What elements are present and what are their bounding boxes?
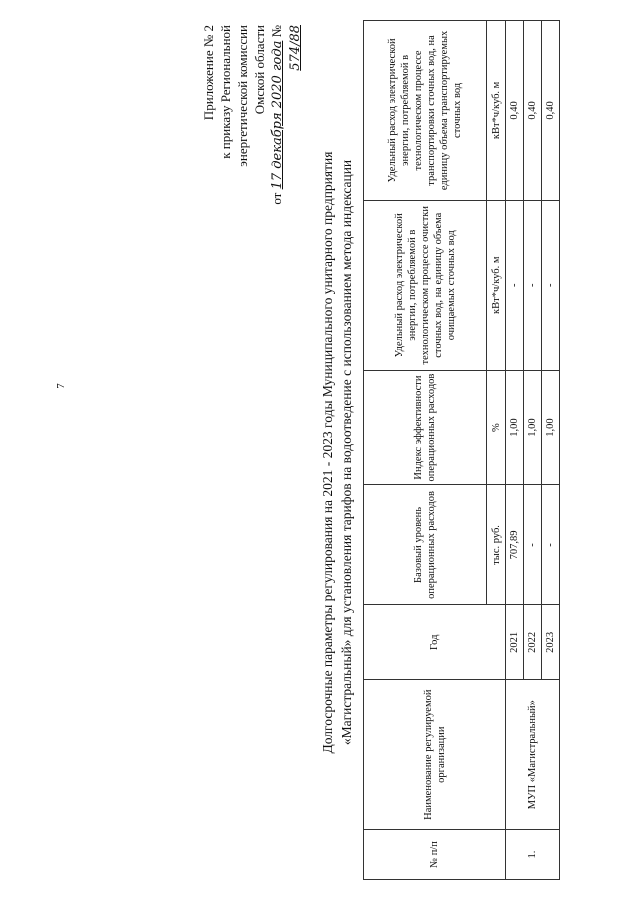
appendix-block bbox=[200, 25, 304, 245]
cell-elec-clean: - bbox=[524, 200, 542, 370]
handwritten-date: 17 декабря 2020 года bbox=[270, 40, 285, 190]
table-row bbox=[506, 21, 524, 880]
cell-year: 2023 bbox=[542, 605, 560, 680]
cell-year: 2022 bbox=[524, 605, 542, 680]
cell-base: - bbox=[542, 485, 560, 605]
handwritten-number: 574/88 bbox=[288, 25, 303, 71]
cell-index: 1,00 bbox=[506, 370, 524, 485]
header-num: № п/п bbox=[364, 830, 506, 880]
cell-elec-clean: - bbox=[506, 200, 524, 370]
title-line-1: Долгосрочные параметры регулирования на 2021 - 2023 годы Муниципального унитарного предприятия bbox=[320, 151, 335, 754]
header-elec-transport: Удельный расход электрической энергии, потребляемой в технологическом процессе транспортировки сточных вод, на единицу объема транспортируемых сточных вод bbox=[364, 21, 487, 201]
cell-index: 1,00 bbox=[542, 370, 560, 485]
cell-elec-transport: 0,40 bbox=[506, 21, 524, 201]
header-year: Год bbox=[364, 605, 506, 680]
page-number: 7 bbox=[54, 383, 67, 389]
cell-base: - bbox=[524, 485, 542, 605]
cell-elec-transport: 0,40 bbox=[542, 21, 560, 201]
cell-index: 1,00 bbox=[524, 370, 542, 485]
unit-elec-clean: кВт*ч/куб. м bbox=[487, 200, 506, 370]
document-title bbox=[318, 15, 356, 890]
cell-elec-clean: - bbox=[542, 200, 560, 370]
header-base: Базовый уровень операционных расходов bbox=[364, 485, 487, 605]
cell-elec-transport: 0,40 bbox=[524, 21, 542, 201]
header-elec-clean: Удельный расход электрической энергии, потребляемой в технологическом процессе очистки сточных вод, на единицу объема очищаемых сточных вод bbox=[364, 200, 487, 370]
appendix-date-line bbox=[268, 25, 304, 245]
org-name: МУП «Магистральный» bbox=[506, 680, 560, 830]
header-org: Наименование регулируемой организации bbox=[364, 680, 506, 830]
appendix-line-3: энергетической комиссии bbox=[235, 25, 250, 167]
unit-base: тыс. руб. bbox=[487, 485, 506, 605]
header-index: Индекс эффективности операционных расходов bbox=[364, 370, 487, 485]
unit-index: % bbox=[487, 370, 506, 485]
number-prefix: № bbox=[269, 25, 284, 38]
rotated-sheet bbox=[200, 15, 560, 890]
title-line-2: «Магистральный» для установления тарифов на водоотведение с использованием метода индексации bbox=[339, 159, 354, 746]
appendix-line-2: к приказу Региональной bbox=[218, 25, 233, 159]
unit-elec-transport: кВт*ч/куб. м bbox=[487, 21, 506, 201]
cell-year: 2021 bbox=[506, 605, 524, 680]
cell-base: 707,89 bbox=[506, 485, 524, 605]
table-header-row bbox=[364, 21, 487, 880]
appendix-line-4: Омской области bbox=[252, 25, 267, 115]
parameters-table bbox=[363, 20, 560, 880]
org-number: 1. bbox=[506, 830, 560, 880]
appendix-line-1: Приложение № 2 bbox=[201, 25, 216, 121]
from-prefix: от bbox=[269, 192, 284, 205]
